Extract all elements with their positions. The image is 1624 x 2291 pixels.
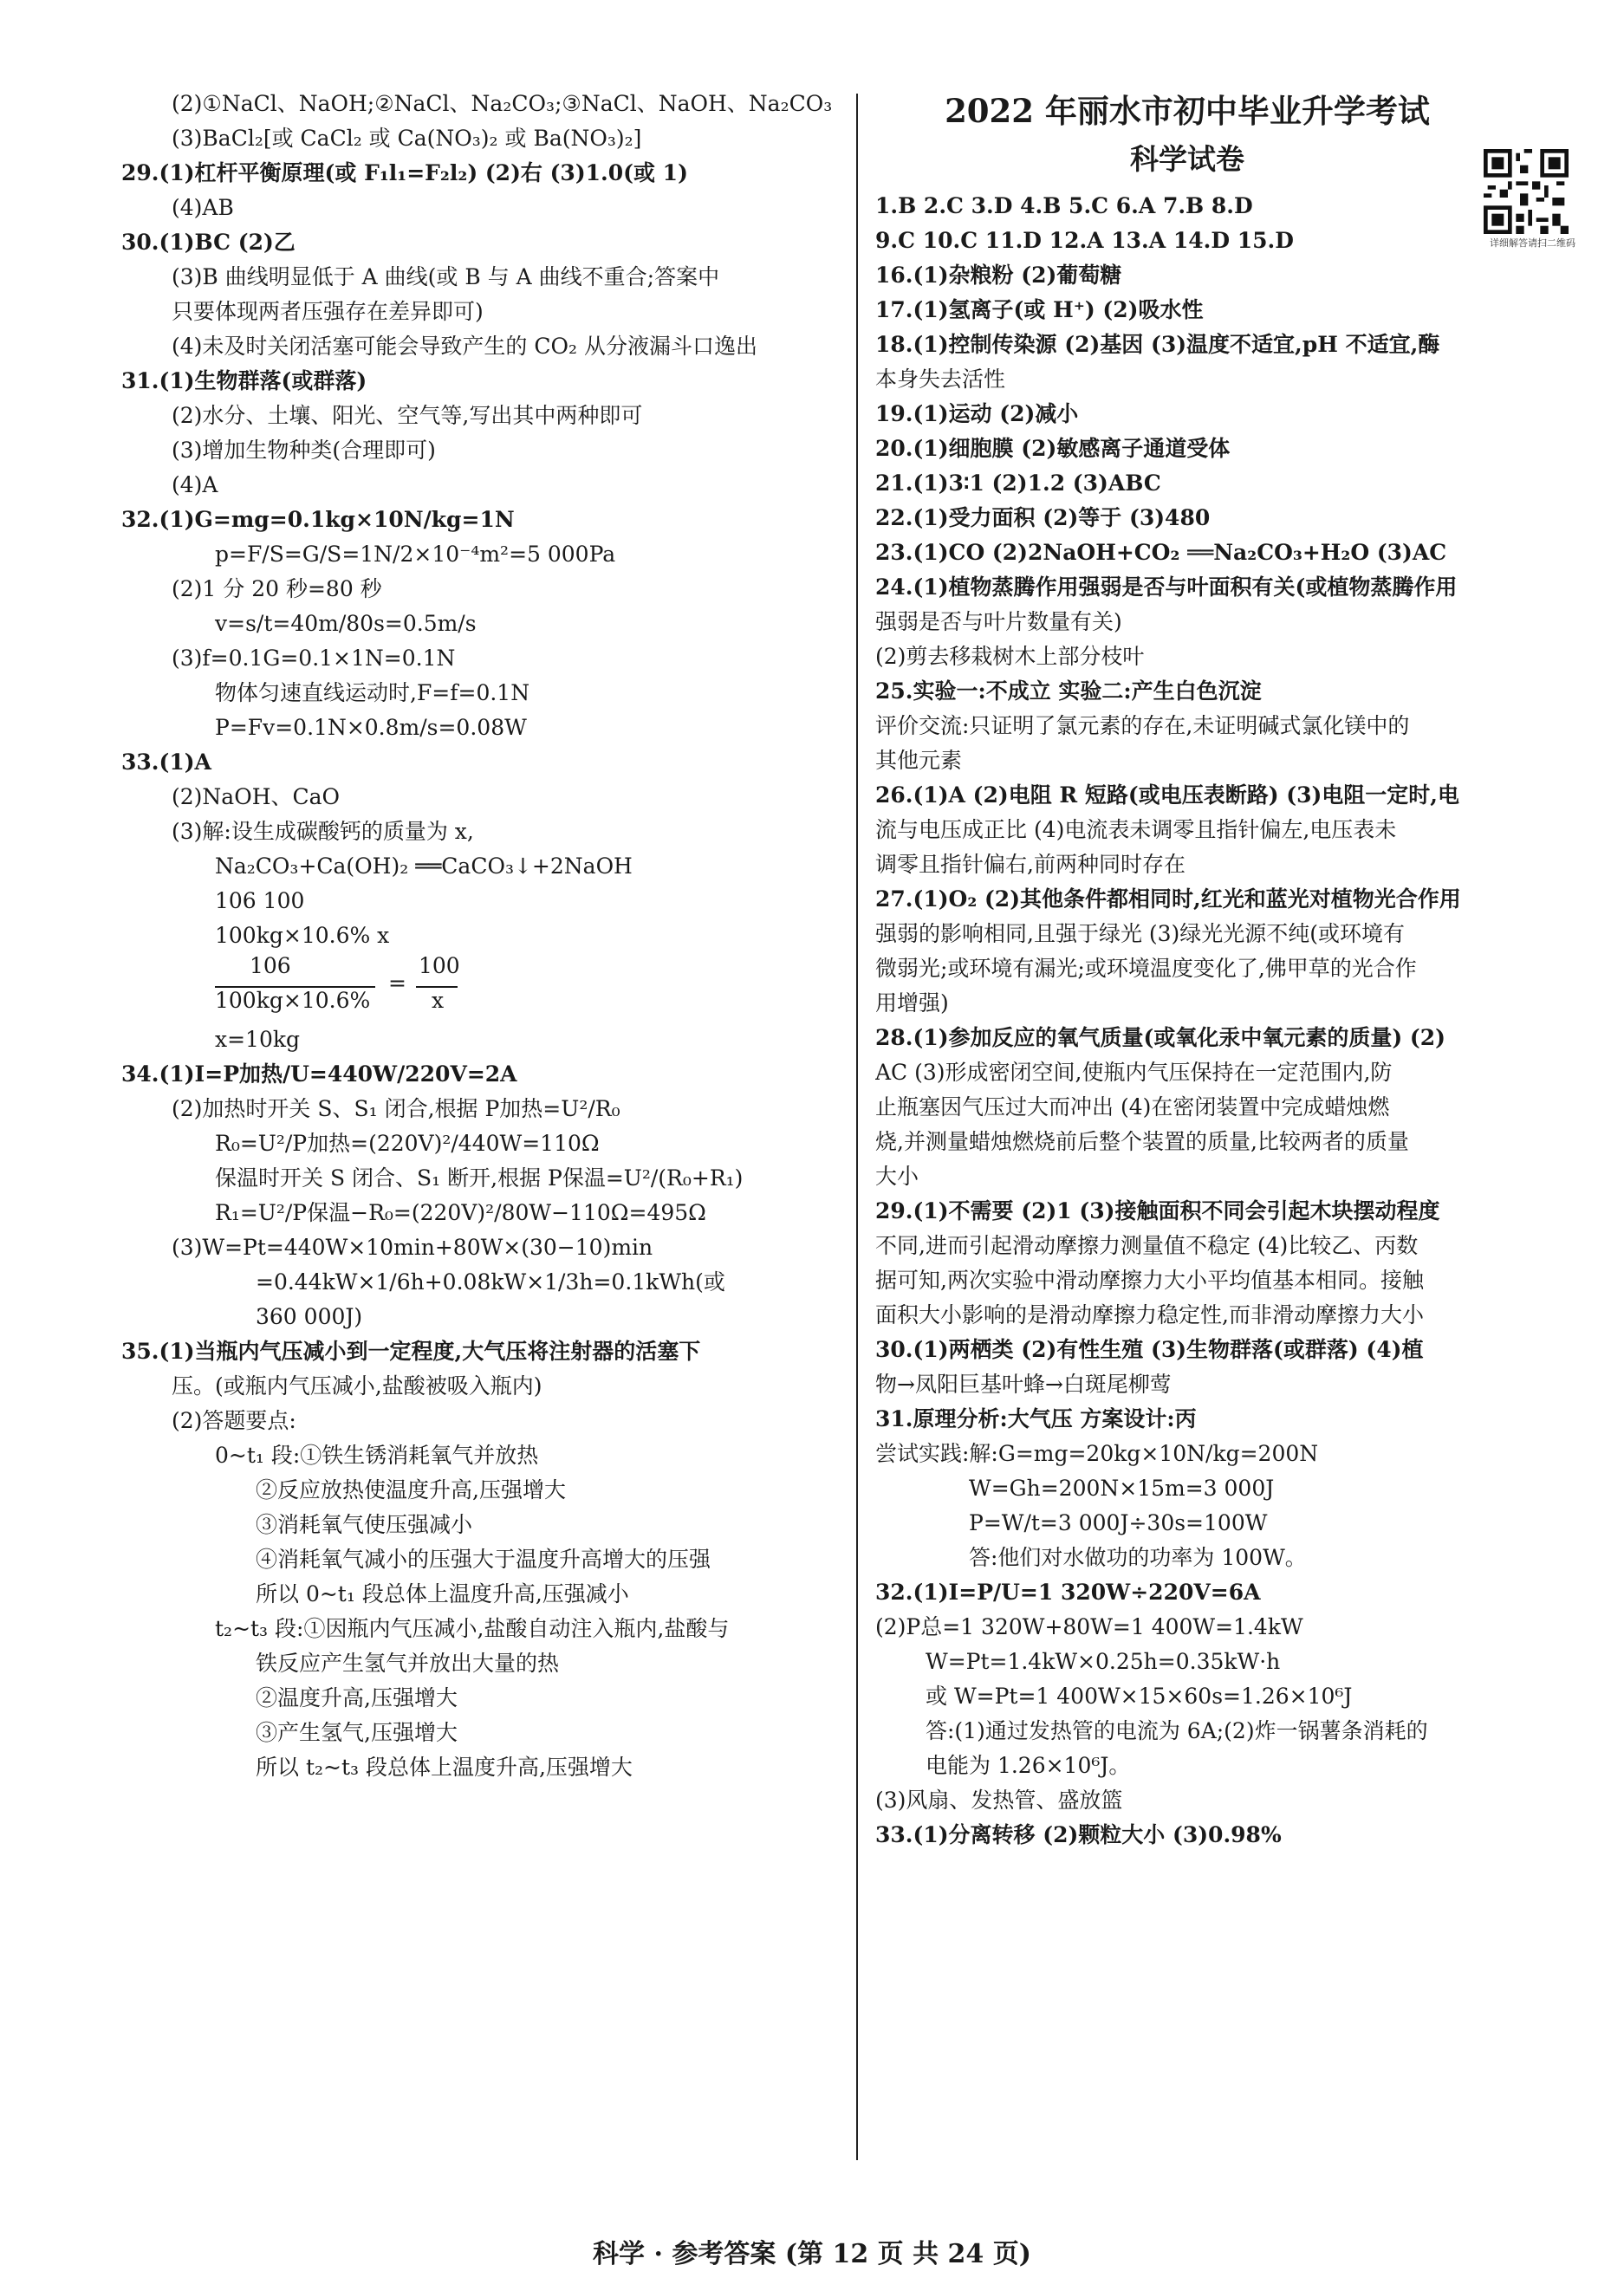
left-line: 31.(1)生物群落(或群落): [121, 368, 367, 393]
left-line: v=s/t=40m/80s=0.5m/s: [215, 611, 477, 636]
right-line: 27.(1)O₂ (2)其他条件都相同时,红光和蓝光对植物光合作用: [875, 886, 1461, 912]
left-line: 只要体现两者压强存在差异即可): [172, 299, 484, 324]
left-line: p=F/S=G/S=1N/2×10⁻⁴m²=5 000Pa: [215, 542, 616, 567]
left-line: 34.(1)I=P加热/U=440W/220V=2A: [121, 1061, 517, 1087]
left-line: R₀=U²/P加热=(220V)²/440W=110Ω: [215, 1131, 600, 1156]
right-line: 9.C 10.C 11.D 12.A 13.A 14.D 15.D: [875, 228, 1294, 253]
left-line: ②反应放热使温度升高,压强增大: [256, 1477, 566, 1502]
right-line: 21.(1)3∶1 (2)1.2 (3)ABC: [875, 471, 1161, 496]
left-line: 35.(1)当瓶内气压减小到一定程度,大气压将注射器的活塞下: [121, 1339, 701, 1364]
right-line: 23.(1)CO (2)2NaOH+CO₂ ══Na₂CO₃+H₂O (3)AC: [875, 540, 1447, 565]
right-line: 25.实验一:不成立 实验二:产生白色沉淀: [875, 678, 1262, 704]
left-line: 所以 0~t₁ 段总体上温度升高,压强减小: [256, 1581, 629, 1606]
left-line: (3)增加生物种类(合理即可): [172, 438, 436, 463]
fraction-numerator-1: 106: [250, 953, 291, 978]
left-line: (3)解:设生成碳酸钙的质量为 x,: [172, 819, 474, 844]
left-line: (2)①NaCl、NaOH;②NaCl、Na₂CO₃;③NaCl、NaOH、Na₂CO₃: [172, 91, 833, 116]
right-line: 不同,进而引起滑动摩擦力测量值不稳定 (4)比较乙、丙数: [875, 1233, 1419, 1258]
right-line: (2)P总=1 320W+80W=1 400W=1.4kW: [875, 1614, 1303, 1639]
right-line: 评价交流:只证明了氯元素的存在,未证明碱式氯化镁中的: [875, 713, 1410, 738]
left-line: ③消耗氧气使压强减小: [256, 1512, 473, 1537]
left-line: Na₂CO₃+Ca(OH)₂ ══CaCO₃↓+2NaOH: [215, 853, 633, 879]
left-line: ②温度升高,压强增大: [256, 1685, 458, 1710]
left-line: R₁=U²/P保温−R₀=(220V)²/80W−110Ω=495Ω: [215, 1200, 706, 1225]
left-line: 压。(或瓶内气压减小,盐酸被吸入瓶内): [172, 1373, 542, 1399]
right-line: 答:(1)通过发热管的电流为 6A;(2)炸一锅薯条消耗的: [926, 1718, 1428, 1743]
right-line: 22.(1)受力面积 (2)等于 (3)480: [875, 505, 1211, 530]
right-line: 物→凤阳巨基叶蜂→白斑尾柳莺: [875, 1372, 1172, 1397]
column-divider: [856, 94, 858, 2160]
qr-caption: 详细解答请扫二维码: [1490, 237, 1575, 249]
right-line: 18.(1)控制传染源 (2)基因 (3)温度不适宜,pH 不适宜,酶: [875, 332, 1440, 357]
right-line: 20.(1)细胞膜 (2)敏感离子通道受体: [875, 436, 1231, 461]
right-line: 30.(1)两栖类 (2)有性生殖 (3)生物群落(或群落) (4)植: [875, 1337, 1424, 1362]
left-line: (3)f=0.1G=0.1×1N=0.1N: [172, 646, 456, 671]
right-line: (3)风扇、发热管、盛放篮: [875, 1788, 1123, 1813]
left-line: 铁反应产生氢气并放出大量的热: [256, 1651, 560, 1676]
right-line: 大小: [875, 1164, 919, 1189]
exam-subtitle: 科学试卷: [1130, 142, 1244, 176]
fraction-equation: [121, 953, 845, 1022]
left-line: (3)B 曲线明显低于 A 曲线(或 B 与 A 曲线不重合;答案中: [172, 264, 720, 289]
right-line: 用增强): [875, 990, 949, 1016]
right-line: 面积大小影响的是滑动摩擦力稳定性,而非滑动摩擦力大小: [875, 1302, 1424, 1327]
left-line: 106 100: [215, 888, 305, 913]
left-line: 29.(1)杠杆平衡原理(或 F₁l₁=F₂l₂) (2)右 (3)1.0(或 1): [121, 160, 688, 185]
fraction-numerator-2: 100: [419, 953, 460, 978]
left-line: 30.(1)BC (2)乙: [121, 230, 296, 255]
right-line: 尝试实践:解:G=mg=20kg×10N/kg=200N: [875, 1441, 1319, 1466]
fraction-bar-1: [215, 986, 375, 988]
right-line: 烧,并测量蜡烛燃烧前后整个装置的质量,比较两者的质量: [875, 1129, 1409, 1154]
page-footer: 科学 · 参考答案 (第 12 页 共 24 页): [593, 2239, 1031, 2269]
left-line: (4)AB: [172, 195, 234, 220]
right-line: 28.(1)参加反应的氧气质量(或氧化汞中氧元素的质量) (2): [875, 1025, 1445, 1050]
left-line: (3)BaCl₂[或 CaCl₂ 或 Ca(NO₃)₂ 或 Ba(NO₃)₂]: [172, 126, 642, 151]
left-line: ③产生氢气,压强增大: [256, 1720, 458, 1745]
right-line: 26.(1)A (2)电阻 R 短路(或电压表断路) (3)电阻一定时,电: [875, 782, 1460, 808]
right-line: 强弱的影响相同,且强于绿光 (3)绿光光源不纯(或环境有: [875, 921, 1406, 946]
left-line: 100kg×10.6% x: [215, 923, 390, 948]
right-line: 调零且指针偏右,前两种同时存在: [875, 852, 1186, 877]
qr-code-icon[interactable]: [1484, 149, 1569, 234]
right-line: 1.B 2.C 3.D 4.B 5.C 6.A 7.B 8.D: [875, 193, 1253, 218]
right-line: 29.(1)不需要 (2)1 (3)接触面积不同会引起木块摆动程度: [875, 1198, 1440, 1223]
right-line: 33.(1)分离转移 (2)颗粒大小 (3)0.98%: [875, 1822, 1282, 1847]
left-line: (3)W=Pt=440W×10min+80W×(30−10)min: [172, 1235, 653, 1260]
left-line: 360 000J): [256, 1304, 363, 1329]
right-line: 微弱光;或环境有漏光;或环境温度变化了,佛甲草的光合作: [875, 956, 1417, 981]
left-line: P=Fv=0.1N×0.8m/s=0.08W: [215, 715, 527, 740]
right-answers: [875, 189, 1569, 1853]
right-line: P=W/t=3 000J÷30s=100W: [969, 1510, 1268, 1535]
left-line: 保温时开关 S 闭合、S₁ 断开,根据 P保温=U²/(R₀+R₁): [215, 1165, 744, 1191]
left-line: (2)水分、土壤、阳光、空气等,写出其中两种即可: [172, 403, 643, 428]
right-line: 其他元素: [875, 748, 963, 773]
fraction-equals: =: [388, 970, 406, 996]
left-line: (2)NaOH、CaO: [172, 784, 341, 809]
left-line: 物体匀速直线运动时,F=f=0.1N: [215, 680, 530, 705]
right-line: 17.(1)氢离子(或 H⁺) (2)吸水性: [875, 297, 1204, 322]
right-line: 24.(1)植物蒸腾作用强弱是否与叶面积有关(或植物蒸腾作用: [875, 574, 1458, 600]
right-line: 电能为 1.26×10⁶J。: [926, 1753, 1131, 1778]
fraction-denominator-1: 100kg×10.6%: [215, 988, 371, 1013]
right-line: 或 W=Pt=1 400W×15×60s=1.26×10⁶J: [926, 1684, 1353, 1709]
right-line: 答:他们对水做功的功率为 100W。: [969, 1545, 1307, 1570]
right-line: AC (3)形成密闭空间,使瓶内气压保持在一定范围内,防: [875, 1060, 1393, 1085]
left-line: 33.(1)A: [121, 750, 211, 775]
left-column: [121, 87, 845, 1785]
right-line: 本身失去活性: [875, 367, 1006, 392]
right-line: 19.(1)运动 (2)减小: [875, 401, 1079, 426]
left-line: 32.(1)G=mg=0.1kg×10N/kg=1N: [121, 507, 515, 532]
fraction-denominator-2: x: [432, 988, 445, 1013]
left-line: (2)1 分 20 秒=80 秒: [172, 576, 382, 601]
right-line: W=Pt=1.4kW×0.25h=0.35kW·h: [926, 1649, 1281, 1674]
left-line: t₂~t₃ 段:①因瓶内气压减小,盐酸自动注入瓶内,盐酸与: [215, 1616, 730, 1641]
right-column: [875, 87, 1575, 1853]
left-line: (2)答题要点:: [172, 1408, 296, 1433]
right-line: 32.(1)I=P/U=1 320W÷220V=6A: [875, 1580, 1261, 1605]
left-line: x=10kg: [215, 1027, 301, 1052]
left-line: ④消耗氧气减小的压强大于温度升高增大的压强: [256, 1547, 711, 1572]
exam-title: 2022 年丽水市初中毕业升学考试: [945, 92, 1430, 130]
left-line: (2)加热时开关 S、S₁ 闭合,根据 P加热=U²/R₀: [172, 1096, 620, 1121]
right-line: W=Gh=200N×15m=3 000J: [969, 1476, 1275, 1501]
fraction-bar-2: [416, 986, 458, 988]
left-line: =0.44kW×1/6h+0.08kW×1/3h=0.1kWh(或: [256, 1269, 725, 1295]
right-line: 强弱是否与叶片数量有关): [875, 609, 1122, 634]
left-line: 所以 t₂~t₃ 段总体上温度升高,压强增大: [256, 1755, 633, 1780]
left-line: (4)未及时关闭活塞可能会导致产生的 CO₂ 从分液漏斗口逸出: [172, 334, 757, 359]
right-line: 流与电压成正比 (4)电流表未调零且指针偏左,电压表未: [875, 817, 1397, 842]
right-line: 16.(1)杂粮粉 (2)葡萄糖: [875, 263, 1122, 288]
right-line: 据可知,两次实验中滑动摩擦力大小平均值基本相同。接触: [875, 1268, 1424, 1293]
right-line: 31.原理分析:大气压 方案设计:丙: [875, 1406, 1197, 1431]
right-line: (2)剪去移栽树木上部分枝叶: [875, 644, 1145, 669]
left-line: (4)A: [172, 472, 218, 497]
left-line: 0~t₁ 段:①铁生锈消耗氧气并放热: [215, 1443, 539, 1468]
right-line: 止瓶塞因气压过大而冲出 (4)在密闭装置中完成蜡烛燃: [875, 1094, 1390, 1120]
